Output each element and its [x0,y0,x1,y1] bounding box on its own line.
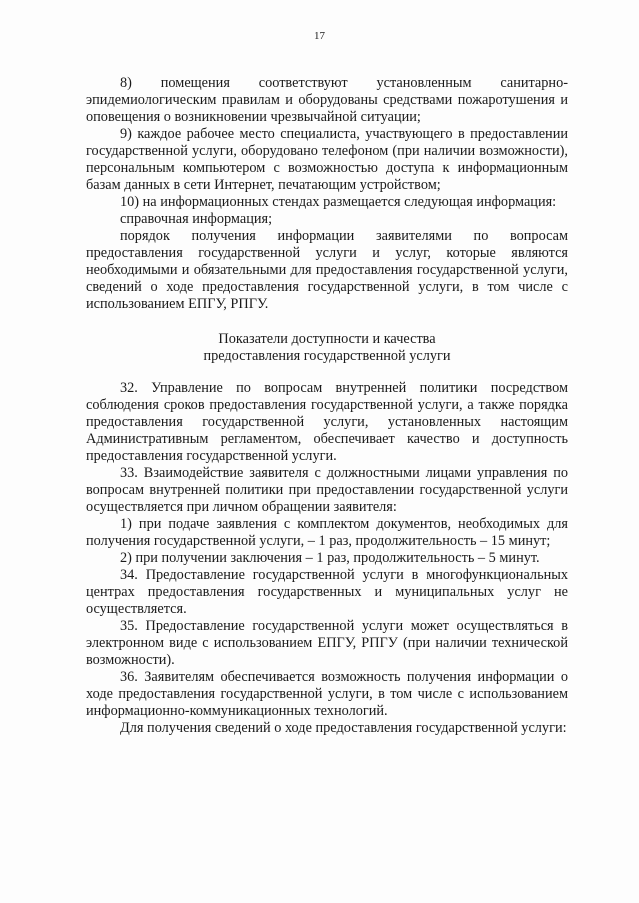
paragraph-36: 36. Заявителям обеспечивается возможность получения информации о ходе предоставления государственной услуги, в том числе с использованием информационно-коммуникационных технологий. [86,669,568,719]
paragraph-35: 35. Предоставление государственной услуги может осуществляться в электронном виде с использованием ЕПГУ, РПГУ (при наличии технической возможности). [86,618,568,668]
section-heading [86,331,568,365]
paragraph-33: 33. Взаимодействие заявителя с должностными лицами управления по вопросам внутренней политики при предоставлении государственной услуги осуществляется при личном обращении заявителя: [86,465,568,515]
paragraph-info-procedure: порядок получения информации заявителями по вопросам предоставления государственной услуги и услуг, которые являются необходимыми и обязательными для предоставления государственной услуги, сведений о ходе предоставления государственной услуги, в том числе с использованием ЕПГУ, РПГУ. [86,228,568,312]
paragraph-reference-info: справочная информация; [120,211,273,227]
paragraph-32: 32. Управление по вопросам внутренней политики посредством соблюдения сроков предоставления государственной услуги, а также порядка предоставления государственной услуги, установленных настоящим Административным регламентом, обеспечивает качество и доступность предоставления государственной услуги. [86,380,568,464]
paragraph-33-item-1: 1) при подаче заявления с комплектом документов, необходимых для получения государственной услуги, – 1 раз, продолжительность – 15 минут; [86,516,568,549]
document-body [86,75,568,737]
paragraph-33-item-2: 2) при получении заключения – 1 раз, продолжительность – 5 минут. [120,550,540,566]
section-heading-line-1: Показатели доступности и качества [218,331,436,347]
paragraph-item-8: 8) помещения соответствуют установленным санитарно-эпидемиологическим правилам и оборудованы средствами пожаротушения и оповещения о возникновении чрезвычайной ситуации; [86,75,568,125]
paragraph-item-9: 9) каждое рабочее место специалиста, участвующего в предоставлении государственной услуги, оборудовано телефоном (при наличии возможности), персональным компьютером с возможностью доступа к информационным базам данных в сети Интернет, печатающим устройством; [86,126,568,193]
paragraph-status-info: Для получения сведений о ходе предоставления государственной услуги: [120,720,567,736]
page-number: 17 [314,30,325,42]
paragraph-34: 34. Предоставление государственной услуги в многофункциональных центрах предоставления государственных и муниципальных услуг не осуществляется. [86,567,568,617]
section-heading-line-2: предоставления государственной услуги [203,348,451,364]
paragraph-item-10: 10) на информационных стендах размещается следующая информация: [120,194,557,210]
